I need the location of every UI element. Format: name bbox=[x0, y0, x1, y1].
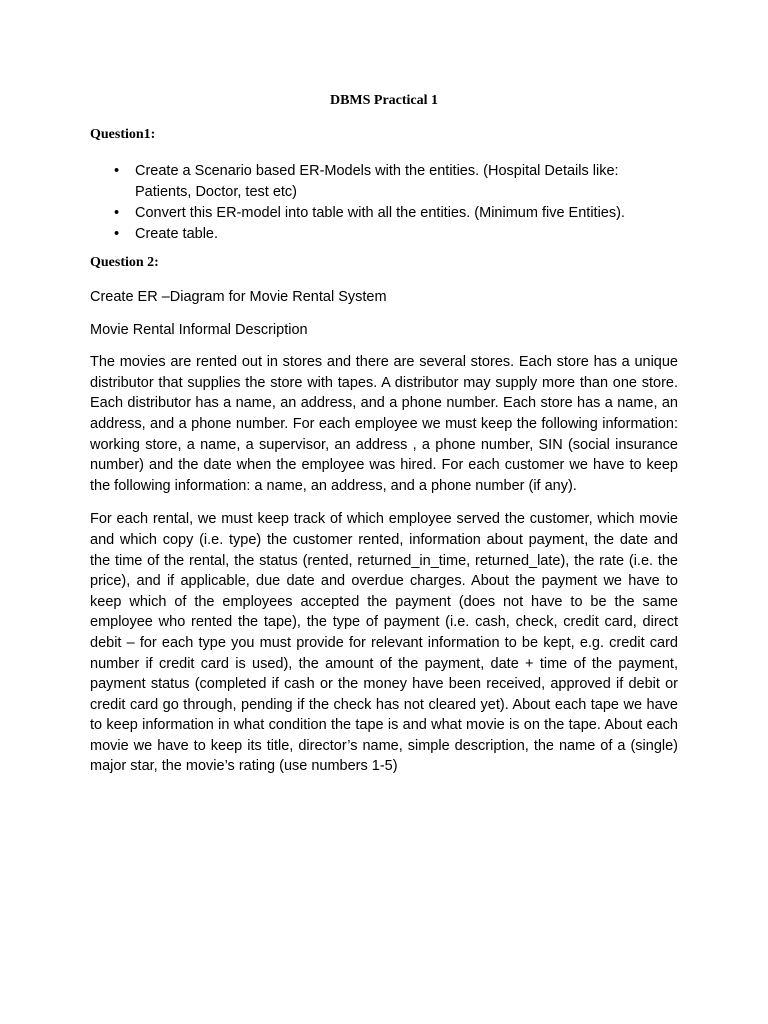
question2-heading: Question 2: bbox=[90, 255, 159, 270]
question1-heading: Question1: bbox=[90, 127, 156, 142]
bullet-icon: • bbox=[114, 226, 120, 242]
description-paragraph-2: For each rental, we must keep track of which employee served the customer, which movie and which copy (i.e. type) the customer rented, information about payment, the date and the time of the rental, the status (rented, returned_in_time, returned_late), the rate (i.e. the price), and if applicable, due date and overdue charges. About the payment we have to keep which of the employees accepted the payment (does not have to be the same employee who rented the tape), the type of payment (i.e. cash, check, credit card, direct debit – for each type you must provide for relevant information to be kept, e.g. credit card number if credit card is used), the amount of the payment, date + time of the payment, payment status (completed if cash or the money have been received, approved if debit or credit card go through, pending if the check has not cleared yet). About each tape we have to keep information in what condition the tape is and what movie is on the tape. About each movie we have to keep its title, director’s name, simple description, the name of a (single) major star, the movie’s rating (use numbers 1-5) bbox=[90, 511, 678, 775]
document-page bbox=[90, 90, 678, 777]
document-title: DBMS Practical 1 bbox=[329, 93, 439, 108]
bullet-icon: • bbox=[114, 163, 120, 179]
description-paragraph-1: The movies are rented out in stores and there are several stores. Each store has a unique distributor that supplies the store with tapes. A distributor may supply more than one store. Each distributor has a name, an address, and a phone number. Each store has a name, an address, and a phone number. For each employee we must keep the following information: working store, a name, a supervisor, an address , a phone number, SIN (social insurance number) and the date when the employee was hired. For each customer we have to keep the following information: a name, an address, and a phone number (if any). bbox=[90, 354, 678, 494]
list-item bbox=[90, 203, 678, 224]
list-item-text: Convert this ER-model into table with all the entities. (Minimum five Entities). bbox=[135, 205, 625, 221]
question2-subtitle: Create ER –Diagram for Movie Rental System bbox=[90, 289, 387, 305]
bullet-icon: • bbox=[114, 205, 120, 221]
list-item bbox=[90, 161, 678, 203]
description-title: Movie Rental Informal Description bbox=[90, 321, 308, 338]
list-item-text: Create a Scenario based ER-Models with the entities. (Hospital Details like: Patients, Doctor, test etc) bbox=[135, 163, 619, 200]
list-item bbox=[90, 224, 678, 245]
question1-task-list bbox=[90, 161, 678, 245]
list-item-text: Create table. bbox=[135, 226, 219, 242]
